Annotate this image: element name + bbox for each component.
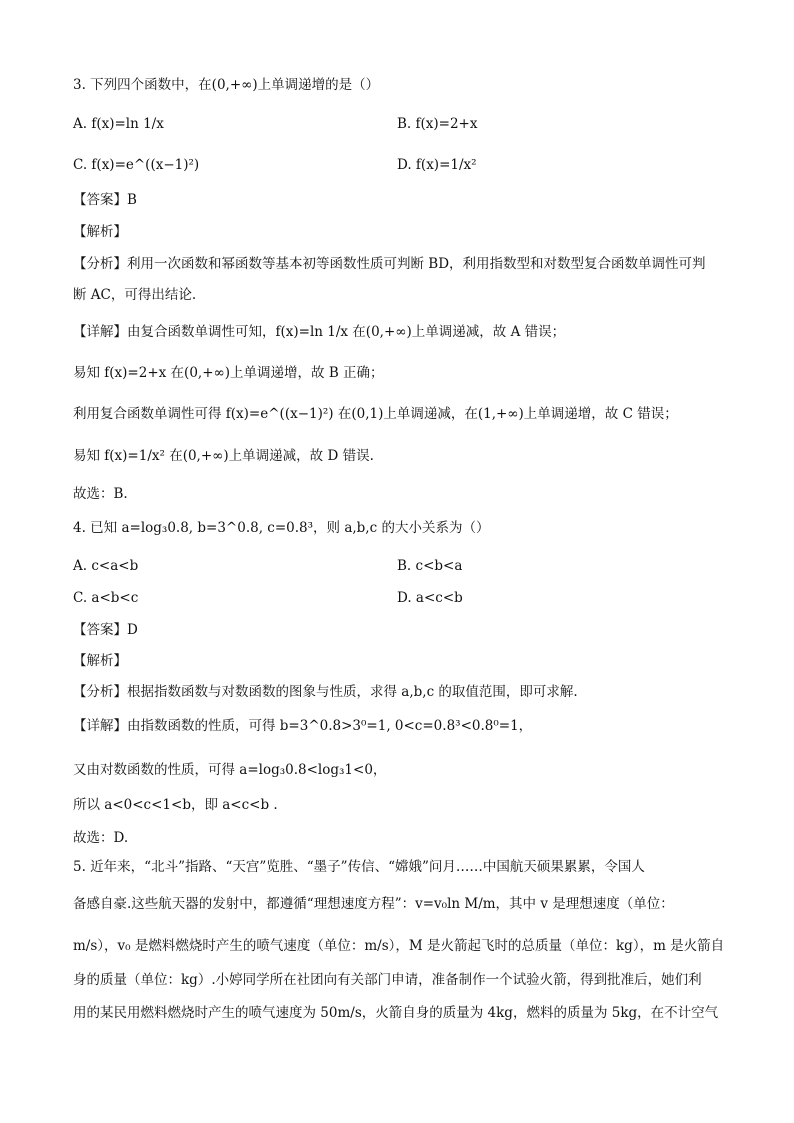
q3-option-a: A. f(x)=ln 1/x: [73, 116, 164, 132]
q4-answer: 【答案】D: [73, 622, 138, 638]
q3-fenxi-line1: 【分析】利用一次函数和幂函数等基本初等函数性质可判断 BD，利用指数型和对数型复合函数单调性可判: [73, 256, 706, 272]
q3-final-choice: 故选：B.: [73, 486, 128, 502]
q3-option-c: C. f(x)=e^((x−1)²): [73, 157, 200, 173]
q3-option-b: B. f(x)=2+x: [397, 116, 478, 132]
q5-line3: m/s），v₀ 是燃料燃烧时产生的喷气速度（单位：m/s），M 是火箭起飞时的总质量（单位：kg），m 是火箭自: [73, 938, 725, 954]
q4-option-c: C. a<b<c: [73, 590, 139, 606]
q4-detail-line2: 又由对数函数的性质，可得 a=log₃0.8<log₃1<0，: [73, 762, 387, 778]
q5-line2: 备感自豪.这些航天器的发射中，都遵循“理想速度方程”：v=v₀ln M/m，其中 v 是理想速度（单位：: [73, 896, 674, 912]
q4-option-a: A. c<a<b: [73, 558, 139, 574]
q3-answer: 【答案】B: [73, 192, 137, 208]
q3-detail-line2: 易知 f(x)=2+x 在(0,+∞)上单调递增，故 B 正确；: [73, 365, 384, 381]
q3-stem: 3. 下列四个函数中，在(0,+∞)上单调递增的是（）: [73, 77, 380, 93]
q3-option-d: D. f(x)=1/x²: [397, 157, 477, 173]
q4-option-b: B. c<b<a: [397, 558, 463, 574]
q5-line1: 5. 近年来，“北斗”指路、“天宫”览胜、“墨子”传信、“嫦娥”问月……中国航天硕果累累，令国人: [73, 859, 645, 875]
q3-detail-line3: 利用复合函数单调性可得 f(x)=e^((x−1)²) 在(0,1)上单调递减，在(1,+∞)上单调递增，故 C 错误；: [73, 406, 678, 422]
q4-detail-line1: 【详解】由指数函数的性质，可得 b=3^0.8>3⁰=1, 0<c=0.8³<0.8⁰=1，: [73, 718, 533, 734]
q4-fenxi: 【分析】根据指数函数与对数函数的图象与性质，求得 a,b,c 的取值范围，即可求解.: [73, 684, 578, 700]
q4-analysis-heading: 【解析】: [73, 653, 127, 669]
q4-final-choice: 故选：D.: [73, 830, 129, 846]
q5-line4: 身的质量（单位：kg）.小婷同学所在社团向有关部门申请，准备制作一个试验火箭，得到批准后，她们利: [73, 972, 702, 988]
q3-detail-line1: 【详解】由复合函数单调性可知，f(x)=ln 1/x 在(0,+∞)上单调递减，故 A 错误；: [73, 324, 566, 340]
q5-line5: 用的某民用燃料燃烧时产生的喷气速度为 50m/s，火箭自身的质量为 4kg，燃料的质量为 5kg，在不计空气: [73, 1005, 719, 1021]
q3-fenxi-line2: 断 AC，可得出结论.: [73, 287, 197, 303]
q3-analysis-heading: 【解析】: [73, 224, 127, 240]
q4-detail-line3: 所以 a<0<c<1<b，即 a<c<b .: [73, 797, 278, 813]
q4-option-d: D. a<c<b: [397, 590, 463, 606]
q4-stem: 4. 已知 a=log₃0.8, b=3^0.8, c=0.8³，则 a,b,c 的大小关系为（）: [73, 520, 490, 536]
q3-detail-line4: 易知 f(x)=1/x² 在(0,+∞)上单调递减，故 D 错误.: [73, 448, 374, 464]
